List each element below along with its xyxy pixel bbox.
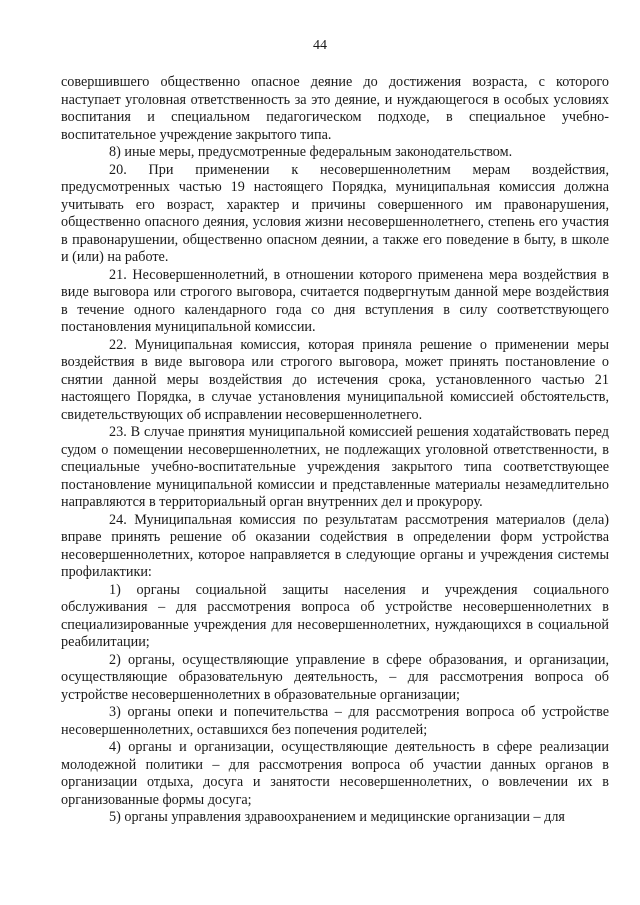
paragraph-list-item-3: 3) органы опеки и попечительства – для рассмотрения вопроса об устройстве несовершеннолетних, оставшихся без попечения родителей; — [61, 704, 609, 738]
paragraph-item-8: 8) иные меры, предусмотренные федеральным законодательством. — [109, 144, 513, 160]
paragraph-clause-21: 21. Несовершеннолетний, в отношении которого применена мера воздействия в виде выговора или строгого выговора, считается подвергнутым данной мере воздействия в течение одного календарного года со дня вступления в силу соответствующего постановления муниципальной комиссии. — [61, 266, 609, 335]
paragraph-list-item-4: 4) органы и организации, осуществляющие деятельность в сфере реализации молодежной политики – для рассмотрения вопроса об участии данных органов в организации отдыха, досуга и занятости несовершеннолетних, о вовлечении их в организованные формы досуга; — [61, 739, 609, 808]
paragraph-clause-23: 23. В случае принятия муниципальной комиссией решения ходатайствовать перед судом о помещении несовершеннолетних, не подлежащих уголовной ответственности, в специальные учебно-воспитательные учреждения закрытого типа соответствующее постановление муниципальной комиссии и представленные материалы незамедлительно направляются в территориальный орган внутренних дел и прокурору. — [61, 424, 609, 510]
paragraph-list-item-2: 2) органы, осуществляющие управление в сфере образования, и организации, осуществляющие образовательную деятельность, – для рассмотрения вопроса об устройстве несовершеннолетних в образовательные организации; — [61, 651, 609, 703]
page-number: 44 — [313, 38, 327, 53]
paragraph-clause-24: 24. Муниципальная комиссия по результатам рассмотрения материалов (дела) вправе принять решение об оказании содействия в определении форм устройства несовершеннолетних, которое направляется в следующие органы и учреждения системы профилактики: — [61, 511, 609, 580]
paragraph-continuation: совершившего общественно опасное деяние до достижения возраста, с которого наступает уголовная ответственность за это деяние, и нуждающегося в особых условиях воспитания и специальном педагогическом подходе, в специальное учебно-воспитательное учреждение закрытого типа. — [61, 74, 609, 143]
paragraph-clause-22: 22. Муниципальная комиссия, которая приняла решение о применении меры воздействия в виде выговора или строгого выговора, может принять постановление о снятии данной меры воздействия до истечения срока, установленного частью 21 настоящего Порядка, в случае установления муниципальной комиссией обстоятельств, свидетельствующих об исправлении несовершеннолетнего. — [61, 336, 609, 423]
paragraph-list-item-1: 1) органы социальной защиты населения и учреждения социального обслуживания – для рассмотрения вопроса об устройстве несовершеннолетних в специализированные учреждения для несовершеннолетних, нуждающихся в социальной реабилитации; — [61, 581, 609, 650]
paragraph-list-item-5: 5) органы управления здравоохранением и медицинские организации – для — [109, 809, 565, 825]
document-body — [61, 74, 609, 827]
paragraph-clause-20: 20. При применении к несовершеннолетним мерам воздействия, предусмотренных частью 19 настоящего Порядка, муниципальная комиссия должна учитывать его возраст, характер и причины совершенного им правонарушения, общественно опасного деяния, условия жизни несовершеннолетнего, степень его участия в правонарушении, общественно опасном деянии, а также его поведение в быту, в школе и (или) на работе. — [61, 161, 609, 265]
